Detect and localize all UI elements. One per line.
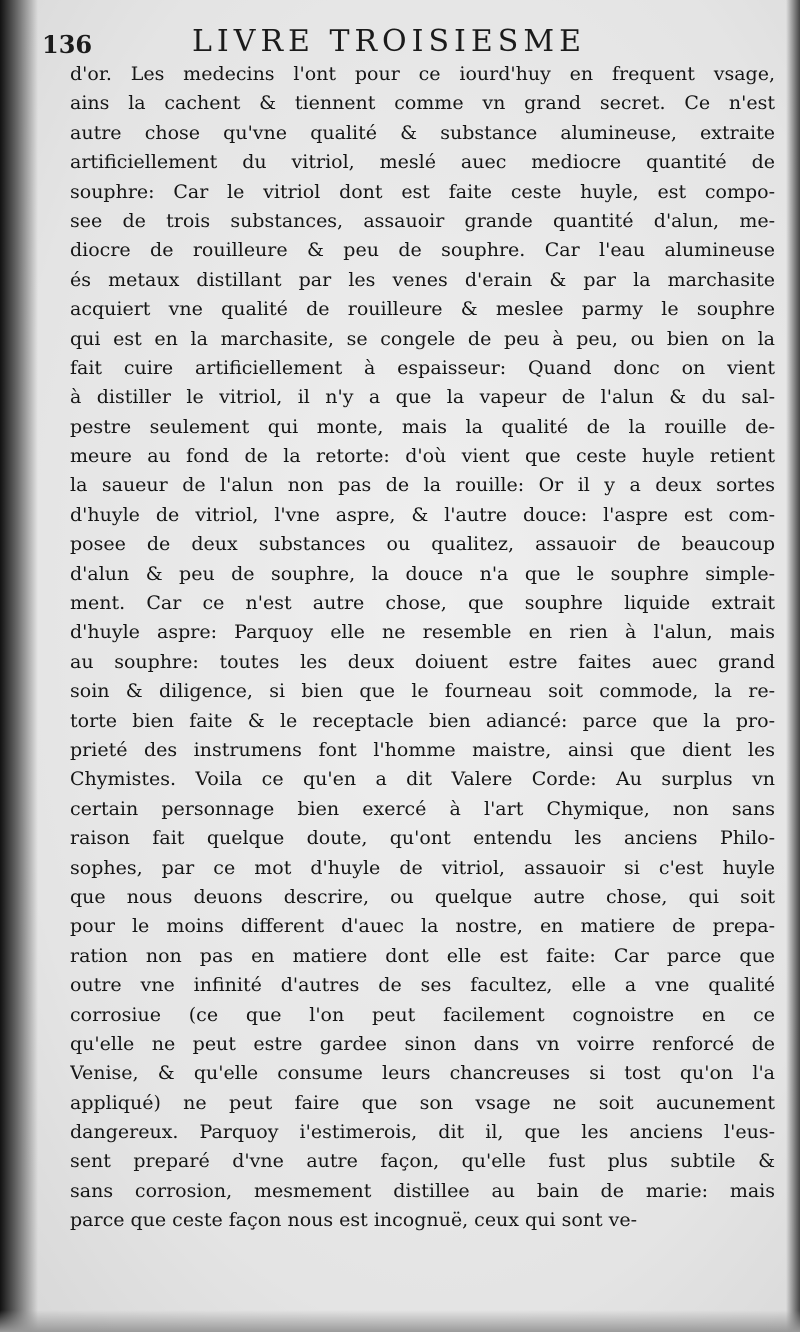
text-line: acquiert vne qualité de rouilleure & meslee parmy le souphre [70,298,775,321]
text-line: autre chose qu'vne qualité & substance alumineuse, extraite [70,121,775,144]
text-line: à distiller le vitriol, il n'y a que la vapeur de l'alun & du sal- [70,386,775,409]
text-line: dangereux. Parquoy i'estimerois, dit il, que les anciens l'eus- [70,1121,775,1144]
text-line: soin & diligence, si bien que le fourneau soit commode, la re- [70,680,775,703]
text-line: d'huyle aspre: Parquoy elle ne resemble en rien à l'alun, mais [70,621,775,644]
text-line: la saueur de l'alun non pas de la rouille: Or il y a deux sortes [70,474,775,497]
text-line: fait cuire artificiellement à espaisseur: Quand donc on vient [70,356,775,379]
text-line: d'alun & peu de souphre, la douce n'a que le souphre simple- [70,562,775,585]
text-line: appliqué) ne peut faire que son vsage ne soit aucunement [70,1091,775,1114]
text-line: raison fait quelque doute, qu'ont entendu les anciens Philo- [70,827,775,850]
text-line: Chymistes. Voila ce qu'en a dit Valere Corde: Au surplus vn [70,768,775,791]
text-line: Venise, & qu'elle consume leurs chancreuses si tost qu'on l'a [70,1062,775,1085]
text-line: artificiellement du vitriol, meslé auec mediocre quantité de [70,151,775,174]
text-line: ains la cachent & tiennent comme vn grand secret. Ce n'est [70,92,775,115]
text-line: corrosiue (ce que l'on peut facilement cognoistre en ce [70,1003,775,1026]
text-line: torte bien faite & le receptacle bien adiancé: parce que la pro- [70,709,775,732]
text-line: sophes, par ce mot d'huyle de vitriol, assauoir si c'est huyle [70,856,775,879]
page-edge-shadow [786,0,800,1332]
running-head: LIVRE TROISIESME [192,24,586,59]
text-line: posee de deux substances ou qualitez, assauoir de beaucoup [70,533,775,556]
text-line: qui est en la marchasite, se congele de peu à peu, ou bien on la [70,327,775,350]
text-line: diocre de rouilleure & peu de souphre. Car l'eau alumineuse [70,239,775,262]
text-line: souphre: Car le vitriol dont est faite ceste huyle, est compo- [70,180,775,203]
page-number: 136 [42,30,93,59]
text-line: see de trois substances, assauoir grande quantité d'alun, me- [70,209,775,232]
binding-shadow [0,0,38,1332]
text-line: d'huyle de vitriol, l'vne aspre, & l'autre douce: l'aspre est com- [70,503,775,526]
text-line: meure au fond de la retorte: d'où vient que ceste huyle retient [70,445,775,468]
text-line: sent preparé d'vne autre façon, qu'elle fust plus subtile & [70,1150,775,1173]
text-line: és metaux distillant par les venes d'erain & par la marchasite [70,268,775,291]
text-line: outre vne infinité d'autres de ses facultez, elle a vne qualité [70,974,775,997]
text-line: sans corrosion, mesmement distillee au bain de marie: mais [70,1179,775,1202]
text-line: pestre seulement qui monte, mais la qualité de la rouille de- [70,415,775,438]
text-line: parce que ceste façon nous est incognuë, ceux qui sont ve- [70,1209,638,1232]
text-line: certain personnage bien exercé à l'art Chymique, non sans [70,797,775,820]
text-line: que nous deuons descrire, ou quelque autre chose, qui soit [70,885,775,908]
body-text [70,60,775,1236]
bottom-edge-shadow [0,1310,800,1332]
text-line: pour le moins different d'auec la nostre, en matiere de prepa- [70,915,775,938]
page-header [42,22,762,58]
text-line: ration non pas en matiere dont elle est faite: Car parce que [70,944,775,967]
text-line: qu'elle ne peut estre gardee sinon dans vn voirre renforcé de [70,1032,775,1055]
text-line: prieté des instrumens font l'homme maistre, ainsi que dient les [70,738,775,761]
text-line: d'or. Les medecins l'ont pour ce iourd'huy en frequent vsage, [70,63,775,85]
text-line: au souphre: toutes les deux doiuent estre faites auec grand [70,650,775,673]
text-line: ment. Car ce n'est autre chose, que souphre liquide extrait [70,592,775,615]
